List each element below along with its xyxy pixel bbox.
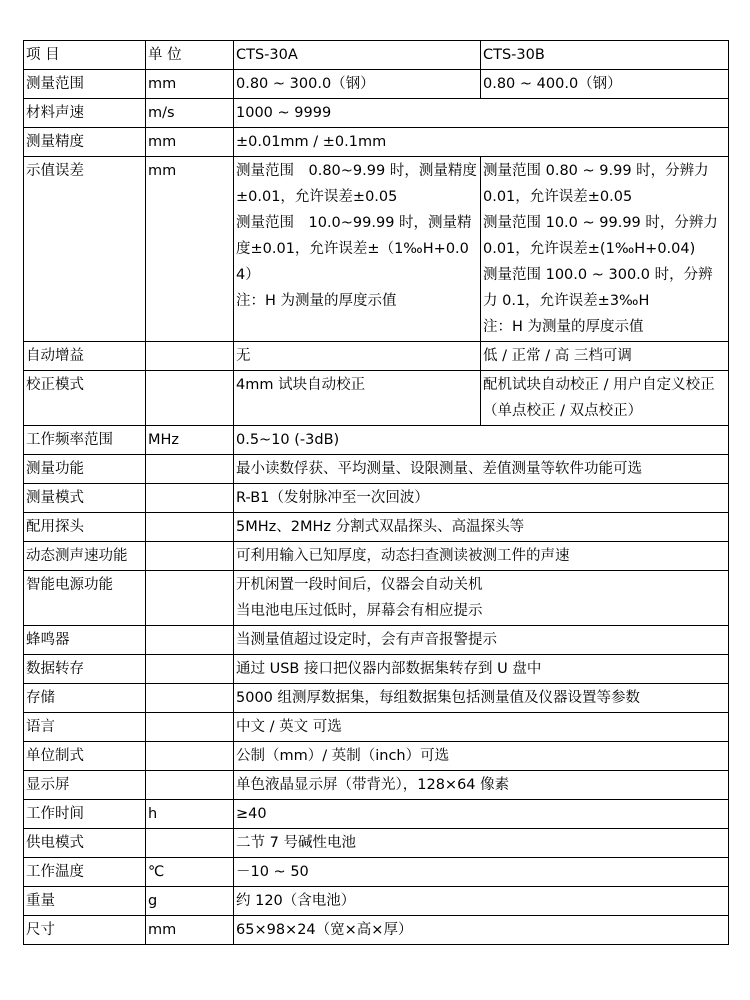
row-label: 工作时间 xyxy=(24,800,146,829)
table-row xyxy=(24,99,729,128)
header-unit: 单 位 xyxy=(146,41,234,70)
header-model-b: CTS-30B xyxy=(481,41,729,70)
header-model-a: CTS-30A xyxy=(234,41,481,70)
error-line-a: 测量范围 0.80~9.99 时，测量精度±0.01，允许误差±0.05 xyxy=(236,163,477,205)
row-value: 约 120（含电池） xyxy=(234,887,729,916)
row-value-b: 低 / 正常 / 高 三档可调 xyxy=(481,342,729,371)
table-row xyxy=(24,713,729,742)
table-row xyxy=(24,70,729,99)
row-label: 自动增益 xyxy=(24,342,146,371)
row-value-b: 0.80 ~ 400.0（钢） xyxy=(481,70,729,99)
error-line-b: 测量范围 10.0 ~ 99.99 时，分辨力 0.01，允许误差±(1‰H+0.04) xyxy=(483,215,718,257)
row-value: 1000 ~ 9999 xyxy=(234,99,729,128)
row-value-b: 配机试块自动校正 / 用户自定义校正（单点校正 / 双点校正） xyxy=(481,371,729,426)
row-unit xyxy=(146,513,234,542)
row-value: 5000 组测厚数据集，每组数据集包括测量值及仪器设置等参数 xyxy=(234,684,729,713)
table-row xyxy=(24,887,729,916)
header-item: 项 目 xyxy=(24,41,146,70)
table-row xyxy=(24,455,729,484)
table-row xyxy=(24,513,729,542)
row-unit xyxy=(146,371,234,426)
row-label: 工作频率范围 xyxy=(24,426,146,455)
row-value-a: 无 xyxy=(234,342,481,371)
row-label: 测量功能 xyxy=(24,455,146,484)
row-unit: g xyxy=(146,887,234,916)
error-note-a: 注：H 为测量的厚度示值 xyxy=(236,293,397,309)
row-label: 蜂鸣器 xyxy=(24,626,146,655)
row-label: 显示屏 xyxy=(24,771,146,800)
row-label: 语言 xyxy=(24,713,146,742)
row-value: －10 ~ 50 xyxy=(234,858,729,887)
row-label: 供电模式 xyxy=(24,829,146,858)
row-value: R-B1（发射脉冲至一次回波） xyxy=(234,484,729,513)
row-unit xyxy=(146,484,234,513)
table-row xyxy=(24,426,729,455)
row-unit xyxy=(146,571,234,626)
power-line: 开机闲置一段时间后，仪器会自动关机 xyxy=(236,577,483,593)
row-value-a: 0.80 ~ 300.0（钢） xyxy=(234,70,481,99)
row-value: 65×98×24（宽×高×厚） xyxy=(234,916,729,945)
row-value xyxy=(234,571,729,626)
table-row xyxy=(24,800,729,829)
row-unit: h xyxy=(146,800,234,829)
row-unit xyxy=(146,342,234,371)
row-label: 工作温度 xyxy=(24,858,146,887)
row-label: 重量 xyxy=(24,887,146,916)
row-label: 材料声速 xyxy=(24,99,146,128)
row-value-a xyxy=(234,157,481,342)
row-label: 单位制式 xyxy=(24,742,146,771)
row-value: 可利用输入已知厚度，动态扫查测读被测工件的声速 xyxy=(234,542,729,571)
table-row xyxy=(24,858,729,887)
row-value: ±0.01mm / ±0.1mm xyxy=(234,128,729,157)
row-unit xyxy=(146,626,234,655)
row-value: 中文 / 英文 可选 xyxy=(234,713,729,742)
table-row xyxy=(24,342,729,371)
row-unit: ℃ xyxy=(146,858,234,887)
table-row xyxy=(24,655,729,684)
row-unit xyxy=(146,684,234,713)
row-label: 动态测声速功能 xyxy=(24,542,146,571)
row-value: 5MHz、2MHz 分割式双晶探头、高温探头等 xyxy=(234,513,729,542)
error-line-a: 测量范围 10.0~99.99 时，测量精度±0.01，允许误差±（1‰H+0.04） xyxy=(236,215,472,283)
row-value-b xyxy=(481,157,729,342)
table-row xyxy=(24,484,729,513)
error-note-b: 注：H 为测量的厚度示值 xyxy=(483,319,644,335)
power-line: 当电池电压过低时，屏幕会有相应提示 xyxy=(236,603,483,619)
table-row xyxy=(24,684,729,713)
table-row xyxy=(24,542,729,571)
row-unit: mm xyxy=(146,70,234,99)
error-line-b: 测量范围 0.80 ~ 9.99 时，分辨力 0.01，允许误差±0.05 xyxy=(483,163,709,205)
row-unit: MHz xyxy=(146,426,234,455)
row-label: 尺寸 xyxy=(24,916,146,945)
row-label: 配用探头 xyxy=(24,513,146,542)
table-row xyxy=(24,742,729,771)
row-unit xyxy=(146,655,234,684)
row-unit xyxy=(146,829,234,858)
row-label: 存储 xyxy=(24,684,146,713)
table-row xyxy=(24,626,729,655)
table-row xyxy=(24,571,729,626)
row-unit: mm xyxy=(146,128,234,157)
table-row xyxy=(24,128,729,157)
row-value: ≥40 xyxy=(234,800,729,829)
row-label: 校正模式 xyxy=(24,371,146,426)
row-unit xyxy=(146,542,234,571)
table-row xyxy=(24,829,729,858)
error-line-b: 测量范围 100.0 ~ 300.0 时，分辨力 0.1，允许误差±3‰H xyxy=(483,267,713,309)
table-row xyxy=(24,371,729,426)
row-unit xyxy=(146,455,234,484)
row-value: 公制（mm）/ 英制（inch）可选 xyxy=(234,742,729,771)
row-label: 示值误差 xyxy=(24,157,146,342)
row-unit: mm xyxy=(146,157,234,342)
row-label: 智能电源功能 xyxy=(24,571,146,626)
row-unit xyxy=(146,742,234,771)
row-unit: mm xyxy=(146,916,234,945)
row-unit: m/s xyxy=(146,99,234,128)
row-value: 当测量值超过设定时，会有声音报警提示 xyxy=(234,626,729,655)
row-label: 测量范围 xyxy=(24,70,146,99)
row-value: 单色液晶显示屏（带背光），128×64 像素 xyxy=(234,771,729,800)
row-label: 测量模式 xyxy=(24,484,146,513)
table-header-row xyxy=(24,41,729,70)
table-row xyxy=(24,157,729,342)
spec-table xyxy=(23,40,729,945)
row-value: 通过 USB 接口把仪器内部数据集转存到 U 盘中 xyxy=(234,655,729,684)
table-row xyxy=(24,916,729,945)
row-value: 二节 7 号碱性电池 xyxy=(234,829,729,858)
row-value-a: 4mm 试块自动校正 xyxy=(234,371,481,426)
row-value: 0.5~10 (-3dB) xyxy=(234,426,729,455)
row-label: 数据转存 xyxy=(24,655,146,684)
row-unit xyxy=(146,771,234,800)
row-label: 测量精度 xyxy=(24,128,146,157)
row-unit xyxy=(146,713,234,742)
row-value: 最小读数俘获、平均测量、设限测量、差值测量等软件功能可选 xyxy=(234,455,729,484)
table-row xyxy=(24,771,729,800)
